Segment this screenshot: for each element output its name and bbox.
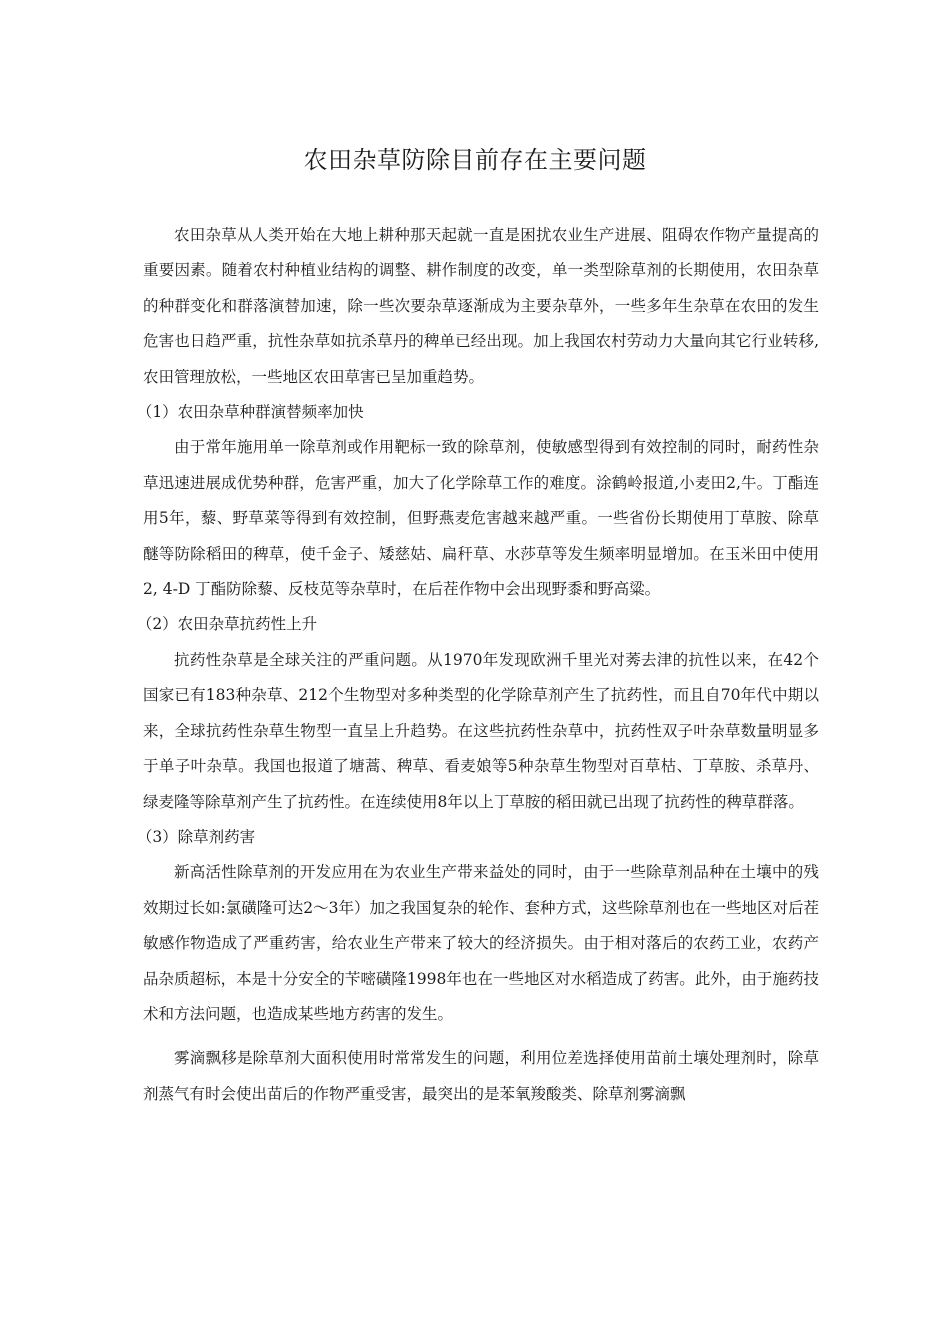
document-title: 农田杂草防除目前存在主要问题 — [303, 146, 647, 174]
section-3-paragraph-continued: 雾滴飘移是除草剂大面积使用时常常发生的问题，利用位差选择使用苗前土壤处理剂时，除草剂蒸气有时会使出苗后的作物严重受害，最突出的是苯氧羧酸类、除草剂雾滴飘 — [143, 1049, 819, 1103]
section-heading-2: （2）农田杂草抗药性上升 — [136, 615, 318, 634]
section-2-paragraph: 抗药性杂草是全球关注的严重问题。从1970年发现欧洲千里光对莠去津的抗性以来，在42个国家已有183种杂草、212个生物型对多种类型的化学除草剂产生了抗药性，而且自70年代中期以来，全球抗药性杂草生物型一直呈上升趋势。在这些抗药性杂草中，抗药性双子叶杂草数量明显多于单子叶杂草。我国也报道了塘蒿、稗草、看麦娘等5种杂草生物型对百草枯、丁草胺、杀草丹、绿麦隆等除草剂产生了抗药性。在连续使用8年以上丁草胺的稻田就已出现了抗药性的稗草群落。 — [143, 650, 819, 811]
section-1-paragraph: 由于常年施用单一除草剂或作用靶标一致的除草剂，使敏感型得到有效控制的同时，耐药性杂草迅速进展成优势种群，危害严重，加大了化学除草工作的难度。涂鹤岭报道,小麦田2,牛。丁酯连用5年，藜、野草菜等得到有效控制，但野燕麦危害越来越严重。一些省份长期使用丁草胺、除草醚等防除稻田的稗草，使千金子、矮慈姑、扁秆草、水莎草等发生频率明显增加。在玉米田中使用2, 4-D 丁酯防除藜、反枝苋等杂草时，在后茬作物中会出现野黍和野高粱。 — [143, 438, 820, 599]
section-heading-3: （3）除草剂药害 — [136, 827, 256, 846]
document-body — [136, 218, 820, 1112]
section-3-paragraph: 新高活性除草剂的开发应用在为农业生产带来益处的同时，由于一些除草剂品种在土壤中的残效期过长如:氯磺隆可达2〜3年）加之我国复杂的轮作、套种方式，这些除草剂也在一些地区对后茬敏感作物造成了严重药害，给农业生产带来了较大的经济损失。由于相对落后的农药工业，农药产品杂质超标，本是十分安全的苄嘧磺隆1998年也在一些地区对水稻造成了药害。此外，由于施药技术和方法问题，也造成某些地方药害的发生。 — [143, 863, 819, 1023]
intro-paragraph: 农田杂草从人类开始在大地上耕种那天起就一直是困扰农业生产进展、阻碍农作物产量提高的重要因素。随着农村种植业结构的调整、耕作制度的改变，单一类型除草剂的长期使用，农田杂草的种群变化和群落演替加速，除一些次要杂草逐渐成为主要杂草外，一些多年生杂草在农田的发生危害也日趋严重，抗性杂草如抗杀草丹的稗单已经出现。加上我国农村劳动力大量向其它行业转移,农田管理放松，一些地区农田草害已呈加重趋势。 — [143, 226, 819, 386]
section-heading-1: （1）农田杂草种群演替频率加快 — [136, 403, 364, 422]
